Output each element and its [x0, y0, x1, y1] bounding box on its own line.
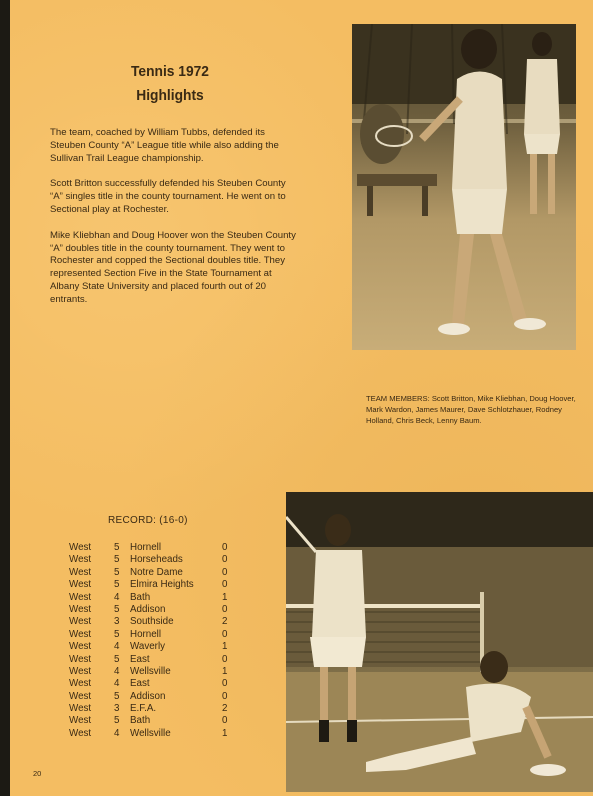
score-cell: 5 — [114, 542, 120, 553]
photo-tennis-court — [286, 492, 593, 792]
team-cell: West — [69, 591, 92, 603]
score-cell: 4 — [114, 591, 120, 603]
score-cell: 5 — [114, 554, 120, 566]
opponent-cell: East — [130, 653, 150, 665]
opponent-cell: Waverly — [130, 641, 166, 653]
score-cell: 4 — [114, 665, 120, 677]
opponent-cell: Notre Dame — [130, 566, 183, 578]
opponent-cell: Bath — [130, 591, 151, 603]
score-cell: 5 — [114, 579, 120, 591]
score-cell: 4 — [114, 641, 120, 653]
record-table — [69, 542, 242, 740]
paragraph-doubles: Mike Kliebhan and Doug Hoover won the Steuben County “A” doubles title in the county tournament. They went to Rochester and copped the Sectional doubles title. They represented Section Five in the State Tournament at Albany State University and placed fourth out of 20 entrants. — [50, 229, 296, 305]
score-cell: 5 — [114, 603, 120, 615]
record-heading: RECORD: (16-0) — [108, 515, 188, 526]
record-row — [69, 579, 242, 591]
team-cell: West — [69, 554, 92, 566]
opponent-cell: Hornell — [130, 628, 162, 640]
opponent-score-cell: 0 — [222, 554, 228, 566]
photo-tennis-players-image — [352, 24, 576, 350]
opponent-cell: Horseheads — [130, 554, 183, 566]
opponent-score-cell: 2 — [222, 616, 228, 628]
score-cell: 5 — [114, 653, 120, 665]
opponent-score-cell: 0 — [222, 603, 228, 615]
opponent-cell: Southside — [130, 616, 174, 628]
score-cell: 3 — [114, 616, 120, 628]
record-row — [69, 629, 242, 641]
score-cell: 4 — [114, 727, 120, 739]
opponent-score-cell: 0 — [222, 566, 228, 578]
record-row — [69, 728, 242, 740]
opponent-cell: Hornell — [130, 542, 162, 553]
page-number: 20 — [33, 769, 42, 778]
team-cell: West — [69, 715, 92, 727]
score-cell: 5 — [114, 566, 120, 578]
opponent-score-cell: 1 — [222, 591, 228, 603]
paragraph-britton: Scott Britton successfully defended his Steuben County “A” singles title in the county tournament. He went on to Sectional play at Rochester. — [50, 178, 286, 215]
opponent-score-cell: 0 — [222, 678, 228, 690]
team-cell: West — [69, 678, 92, 690]
team-cell: West — [69, 579, 92, 591]
record-row — [69, 592, 242, 604]
opponent-score-cell: 0 — [222, 715, 228, 727]
opponent-score-cell: 1 — [222, 665, 228, 677]
team-cell: West — [69, 727, 92, 739]
score-cell: 5 — [114, 715, 120, 727]
record-row — [69, 616, 242, 628]
opponent-score-cell: 0 — [222, 579, 228, 591]
yearbook-page — [10, 0, 593, 796]
opponent-cell: Bath — [130, 715, 151, 727]
opponent-cell: Wellsville — [130, 665, 171, 677]
opponent-score-cell: 2 — [222, 703, 228, 715]
opponent-cell: E.F.A. — [130, 703, 157, 715]
title-line-1: Tennis 1972 — [131, 63, 209, 80]
photo-tennis-players — [352, 24, 576, 350]
score-cell: 5 — [114, 690, 120, 702]
record-row — [69, 641, 242, 653]
score-cell: 5 — [114, 628, 120, 640]
opponent-score-cell: 0 — [222, 690, 228, 702]
record-row — [69, 567, 242, 579]
team-cell: West — [69, 566, 92, 578]
highlights-text — [50, 127, 300, 320]
team-cell: West — [69, 665, 92, 677]
team-cell: West — [69, 628, 92, 640]
record-row — [69, 554, 242, 566]
opponent-cell: Wellsville — [130, 727, 171, 739]
record-row — [69, 604, 242, 616]
photo-tennis-court-image — [286, 492, 593, 792]
team-cell: West — [69, 616, 92, 628]
record-row — [69, 678, 242, 690]
paragraph-team: The team, coached by William Tubbs, defended its Steuben County “A” League title while also adding the Sullivan Trail League championship. — [50, 127, 279, 164]
opponent-cell: Addison — [130, 603, 166, 615]
opponent-score-cell: 1 — [222, 727, 228, 739]
opponent-score-cell: 0 — [222, 628, 228, 640]
opponent-cell: East — [130, 678, 150, 690]
team-cell: West — [69, 603, 92, 615]
team-cell: West — [69, 542, 92, 553]
team-members-caption: TEAM MEMBERS: Scott Britton, Mike Kliebhan, Doug Hoover, Mark Wardon, James Maurer, Dave Schlotzhauer, Rodney Holland, Chris Beck, Lenny Baum. — [366, 394, 576, 425]
title-line-2: Highlights — [136, 87, 204, 104]
score-cell: 3 — [114, 703, 120, 715]
page-title — [110, 60, 230, 108]
team-cell: West — [69, 653, 92, 665]
record-row — [69, 666, 242, 678]
opponent-score-cell: 0 — [222, 653, 228, 665]
record-row — [69, 654, 242, 666]
team-cell: West — [69, 690, 92, 702]
opponent-cell: Addison — [130, 690, 166, 702]
record-row — [69, 703, 242, 715]
team-cell: West — [69, 641, 92, 653]
record-row — [69, 542, 242, 554]
opponent-score-cell: 0 — [222, 542, 228, 553]
score-cell: 4 — [114, 678, 120, 690]
record-row — [69, 691, 242, 703]
opponent-cell: Elmira Heights — [130, 579, 194, 591]
opponent-score-cell: 1 — [222, 641, 228, 653]
team-cell: West — [69, 703, 92, 715]
record-row — [69, 715, 242, 727]
